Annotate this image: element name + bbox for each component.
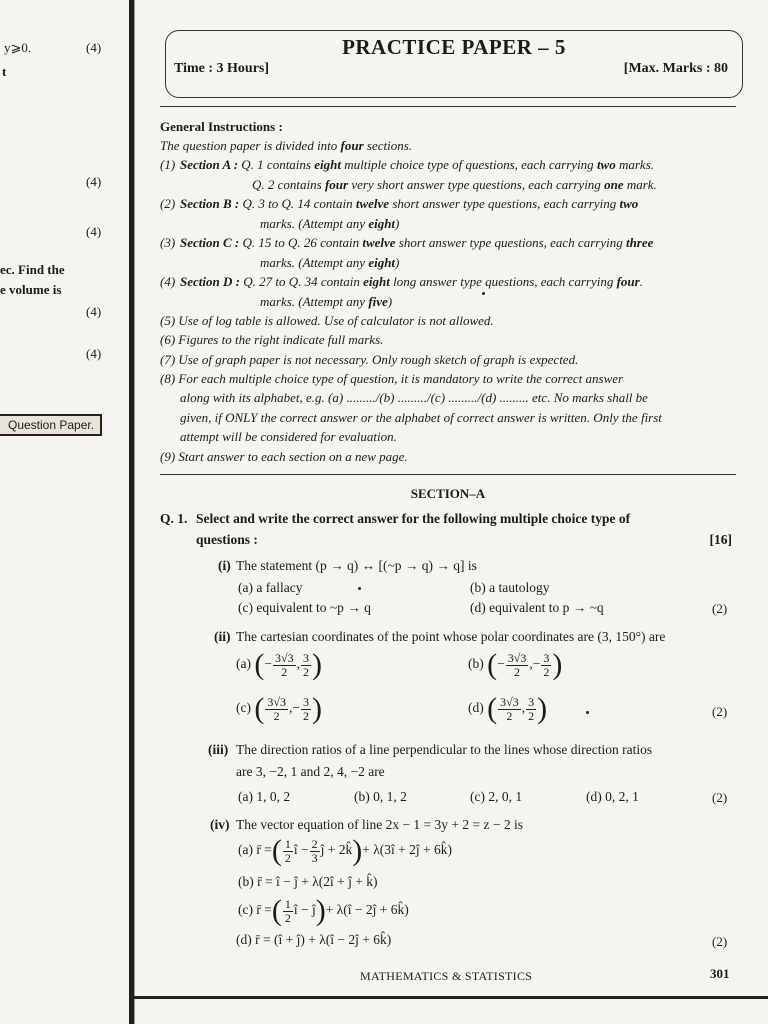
instruction-item: (7) Use of graph paper is not necessary. Only rough sketch of graph is expected. — [160, 352, 579, 367]
instruction-item: (8) For each multiple choice type of question, it is mandatory to write the correct answer — [160, 371, 624, 386]
max-marks-label: [Max. Marks : 80 — [623, 61, 728, 76]
option-c: (c) r̄ =( $\frac{1}{2}$ î − ĵ)+ λ(î − 2ĵ + 6k̂) — [238, 894, 409, 927]
subq-text: The cartesian coordinates of the point whose polar coordinates are (3, 150°) are — [236, 629, 666, 644]
option-b: (b) (− $\frac{3√3}{2}$ ,− $\frac{3}{2}$ ) — [468, 648, 563, 681]
subq-number: (iii) — [208, 742, 229, 757]
option-c: (c) equivalent to ~p → q — [238, 600, 371, 615]
footer-rule — [134, 996, 768, 999]
option-a: (a) a fallacy — [238, 580, 303, 595]
footer-subject: MATHEMATICS & STATISTICS — [360, 969, 533, 983]
subq-marks: (2) — [712, 790, 728, 805]
instructions-intro: The question paper is divided into four sections. — [160, 138, 413, 153]
option-a: (a) r̄ =( $\frac{1}{2}$ î − $\frac{2}{3}$ ĵ + 2k̂)+ λ(3î + 2ĵ + 6k̂) — [238, 834, 452, 867]
margin-fragment: t — [2, 64, 7, 79]
instruction-item-cont: attempt will be considered for evaluation. — [180, 429, 397, 444]
scan-speck — [358, 587, 361, 590]
subq-text: The statement (p → q) ↔ [(~p → q) → q] is — [236, 558, 477, 573]
margin-fragment: e volume is — [0, 282, 62, 297]
margin-marks: (4) — [86, 224, 102, 239]
instructions-heading: General Instructions : — [160, 119, 283, 134]
option-a: (a) (− $\frac{3√3}{2}$ , $\frac{3}{2}$ ) — [236, 648, 322, 681]
option-d: (d) 0, 2, 1 — [586, 789, 639, 804]
section-divider — [160, 474, 736, 475]
instruction-item: (9) Start answer to each section on a new page. — [160, 449, 408, 464]
margin-marks: (4) — [86, 40, 102, 55]
page-gutter-line-thin — [134, 0, 135, 1024]
option-d: (d) ( $\frac{3√3}{2}$ , $\frac{3}{2}$ ) — [468, 692, 548, 725]
instruction-item: (4) Section D : Q. 27 to Q. 34 contain eight long answer type questions, each carrying four. marks. (Attempt any five) — [160, 274, 643, 309]
subq-text: The vector equation of line 2x − 1 = 3y + 2 = z − 2 is — [236, 817, 524, 832]
instruction-item-cont: given, if ONLY the correct answer or the alphabet of correct answer is written. Only the first — [180, 410, 662, 425]
scan-speck — [482, 292, 485, 295]
question-marks: [16] — [709, 532, 732, 547]
margin-marks: (4) — [86, 304, 102, 319]
margin-fragment: y⩾0. — [4, 40, 32, 55]
option-c: (c) ( $\frac{3√3}{2}$ ,− $\frac{3}{2}$ ) — [236, 692, 322, 725]
paper-header — [165, 30, 743, 98]
option-a: (a) 1, 0, 2 — [238, 789, 291, 804]
subq-marks: (2) — [712, 601, 728, 616]
instruction-item: (6) Figures to the right indicate full marks. — [160, 332, 384, 347]
instruction-item: (1) Section A : Q. 1 contains eight multiple choice type of questions, each carrying two marks. Q. 2 contains four very short answer type questions, each carrying one mark. — [160, 157, 657, 192]
page-number: 301 — [710, 966, 730, 981]
option-b: (b) r̄ = î − ĵ + λ(2î + ĵ + k̂) — [238, 874, 378, 889]
question-1 — [160, 508, 736, 547]
option-d: (d) r̄ = (î + ĵ) + λ(î − 2ĵ + 6k̂) — [236, 932, 392, 947]
question-number: Q. 1. — [160, 511, 188, 526]
option-d: (d) equivalent to p → ~q — [470, 600, 604, 615]
header-divider — [160, 106, 736, 107]
instruction-item: (3) Section C : Q. 15 to Q. 26 contain twelve short answer type questions, each carrying three marks. (Attempt any eight) — [160, 235, 654, 270]
subq-number: (ii) — [214, 629, 231, 644]
subq-marks: (2) — [712, 934, 728, 949]
option-b: (b) 0, 1, 2 — [354, 789, 407, 804]
option-b: (b) a tautology — [470, 580, 550, 595]
question-text: Select and write the correct answer for the following multiple choice type of questions : — [196, 511, 631, 547]
scan-speck — [586, 711, 589, 714]
instruction-item: (2) Section B : Q. 3 to Q. 14 contain twelve short answer type questions, each carrying two marks. (Attempt any eight) — [160, 196, 639, 231]
subq-marks: (2) — [712, 704, 728, 719]
time-label: Time : 3 Hours] — [174, 61, 270, 76]
subq-text: The direction ratios of a line perpendicular to the lines whose direction ratios — [236, 742, 653, 757]
subq-number: (i) — [218, 558, 231, 573]
question-paper-badge: Question Paper. — [0, 414, 102, 436]
instruction-item-cont: along with its alphabet, e.g. (a) ........./(b) ........./(c) ........./(d) ......... etc. No marks shall be — [180, 390, 648, 405]
subq-number: (iv) — [210, 817, 230, 832]
margin-marks: (4) — [86, 346, 102, 361]
option-c: (c) 2, 0, 1 — [470, 789, 523, 804]
instruction-item: (5) Use of log table is allowed. Use of calculator is not allowed. — [160, 313, 494, 328]
section-title: SECTION–A — [410, 486, 486, 501]
margin-fragment: ec. Find the — [0, 262, 65, 277]
subq-text-cont: are 3, −2, 1 and 2, 4, −2 are — [236, 764, 385, 779]
page-title: PRACTICE PAPER – 5 — [342, 35, 566, 59]
margin-marks: (4) — [86, 174, 102, 189]
